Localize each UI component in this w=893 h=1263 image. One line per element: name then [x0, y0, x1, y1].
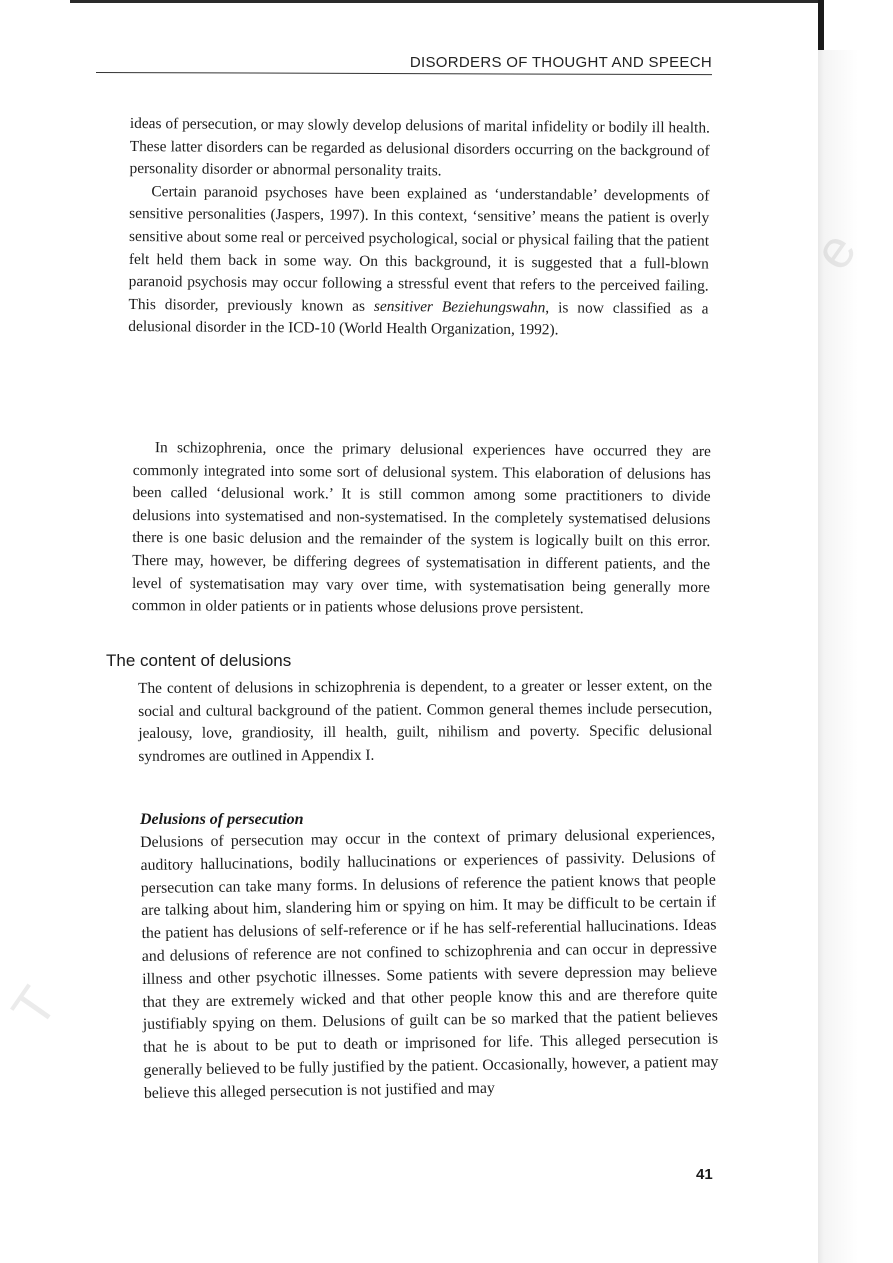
- text-block-opening: [128, 113, 710, 343]
- paragraph-sensitive-personalities: [128, 181, 709, 344]
- text-block-schizophrenia: [132, 437, 711, 622]
- faint-watermark-mark: e: [801, 221, 869, 281]
- paragraph-persecution: Delusions of persecution may occur in the context of primary delusional experiences, auditory hallucinations, bodily hallucinations or experiences of passivity. Delusions of persecution can take many forms. In delusions of reference the patient knows that people are talking about him, slandering him or spying on him. It may be difficult to be certain if the patient has delusions of self-reference or if he has self-referential hallucinations. Ideas and delusions of reference are not confined to schizophrenia and can occur in depressive illness and other psychotic illnesses. Some patients with severe depression may believe that they are extremely wicked and that other people know this and are therefore quite justifiably spying on them. Delusions of guilt can be so marked that the patient believes that he is about to be put to death or imprisoned for life. This alleged persecution is generally believed to be fully justified by the patient. Occasionally, however, a patient may believe this alleged persecution is not justified and may: [140, 825, 719, 1102]
- paragraph-continued: ideas of persecution, or may slowly develop delusions of marital infidelity or bodily ill health. These latter disorders can be regarded as delusional disorders occurring on the background of personality disorder or abnormal personality traits.: [129, 114, 710, 180]
- german-term: sensitiver Beziehungswahn: [373, 297, 546, 317]
- paragraph-text: , is now classified as a delusional disorder in the ICD-10 (World Health Organization, 1992).: [128, 299, 709, 339]
- header-rule: [96, 72, 712, 75]
- text-block-persecution: [140, 823, 719, 1105]
- faint-watermark-mark: T: [0, 976, 69, 1038]
- paragraph-text: Certain paranoid psychoses have been explained as ‘understandable’ developments of sensitive personalities (Jaspers, 1997). In this context, ‘sensitive’ means the patient is overly sensitive about some real or perceived psychological, social or physical failing that the patient felt held them back in some way. On this background, it is suggested that a full-blown paranoid psychosis may occur following a stressful event that refers to the perceived failing. This disorder, previously known as: [128, 182, 710, 315]
- page-number: 41: [696, 1166, 713, 1183]
- section-heading: The content of delusions: [106, 651, 292, 670]
- running-head: DISORDERS OF THOUGHT AND SPEECH: [409, 54, 712, 71]
- subsection-heading: Delusions of persecution: [140, 811, 304, 828]
- page-top-edge: [70, 0, 820, 3]
- paragraph-content: The content of delusions in schizophrenia is dependent, to a greater or lesser extent, on the social and cultural background of the patient. Common general themes include persecution, jealousy, love, grandiosity, ill health, guilt, nihilism and poverty. Specific delusional syndromes are outlined in Appendix I.: [138, 676, 713, 765]
- page-right-edge: [818, 0, 824, 50]
- text-block-content-of-delusions: [138, 675, 712, 768]
- paragraph-schizophrenia: In schizophrenia, once the primary delusional experiences have occurred they are commonly integrated into some sort of delusional system. This elaboration of delusions has been called ‘delusional work.’ It is still common among some practitioners to divide delusions into systematised and non-systematised. In the completely systematised delusions there is one basic delusion and the remainder of the system is logically built on this error. There may, however, be differing degrees of systematisation in different patients, and the level of systematisation may vary over time, with systematisation being generally more common in older patients or in patients whose delusions prove persistent.: [131, 439, 711, 618]
